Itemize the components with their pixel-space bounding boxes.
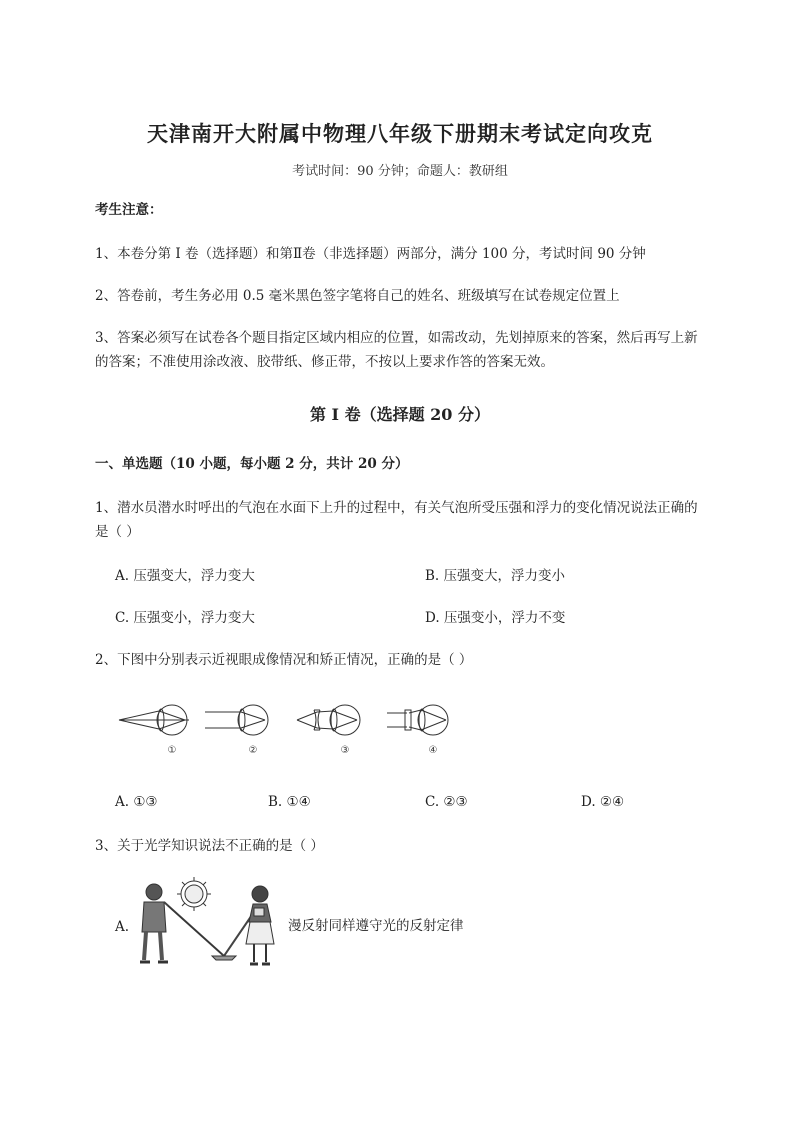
eye-diagram-1 — [119, 705, 189, 735]
notice-heading: 考生注意： — [95, 202, 163, 218]
q2-stem: 2、下图中分别表示近视眼成像情况和矫正情况，正确的是（ ） — [95, 652, 473, 668]
q2-option-d[interactable]: D. ②④ — [581, 794, 625, 810]
diffuse-reflection-illustration — [132, 872, 282, 970]
q3-option-a-label[interactable]: A. — [115, 919, 130, 935]
q2-option-a[interactable]: A. ①③ — [115, 794, 158, 810]
notice-item-2: 2、答卷前，考生务必用 0.5 毫米黑色签字笔将自己的姓名、班级填写在试卷规定位置上 — [95, 288, 620, 304]
q1-option-b[interactable]: B. 压强变大，浮力变小 — [425, 568, 566, 584]
section-title: 第 I 卷（选择题 20 分） — [309, 405, 491, 424]
q1-option-a[interactable]: A. 压强变大，浮力变大 — [115, 568, 255, 584]
q1-stem: 1、潜水员潜水时呼出的气泡在水面下上升的过程中，有关气泡所受压强和浮力的变化情况说法正确的 — [95, 500, 698, 516]
eye-diagram-4 — [387, 705, 448, 735]
q2-option-b[interactable]: B. ①④ — [268, 794, 311, 810]
exam-info: 考试时间：90 分钟；命题人：教研组 — [292, 164, 508, 179]
part-heading: 一、单选题（10 小题，每小题 2 分，共计 20 分） — [95, 456, 409, 472]
q3-option-a-text: 漫反射同样遵守光的反射定律 — [288, 918, 464, 934]
notice-item-1: 1、本卷分第 I 卷（选择题）和第Ⅱ卷（非选择题）两部分，满分 100 分，考试时间 90 分钟 — [95, 246, 646, 262]
q2-option-c[interactable]: C. ②③ — [425, 794, 468, 810]
figure-label-4: ④ — [428, 745, 438, 756]
q1-option-d[interactable]: D. 压强变小，浮力不变 — [425, 610, 566, 626]
girl-figure — [246, 886, 274, 964]
page-title: 天津南开大附属中物理八年级下册期末考试定向攻克 — [147, 121, 653, 146]
figure-label-2: ② — [248, 745, 258, 756]
sun-icon — [177, 877, 211, 911]
notice-item-3: 3、答案必须写在试卷各个题目指定区域内相应的位置，如需改动，先划掉原来的答案，然后再写上新 — [95, 330, 698, 346]
q1-stem-cont: 是（ ） — [95, 524, 140, 540]
eye-diagram-3 — [297, 705, 360, 735]
figure-label-1: ① — [167, 745, 177, 756]
q3-stem: 3、关于光学知识说法不正确的是（ ） — [95, 838, 324, 854]
notice-item-3-cont: 的答案；不准使用涂改液、胶带纸、修正带，不按以上要求作答的答案无效。 — [95, 354, 554, 370]
figure-label-3: ③ — [340, 745, 350, 756]
eye-diagrams-figure — [115, 698, 475, 768]
eye-diagram-2 — [205, 705, 268, 735]
q1-option-c[interactable]: C. 压强变小，浮力变大 — [115, 610, 255, 626]
boy-figure — [140, 884, 168, 962]
